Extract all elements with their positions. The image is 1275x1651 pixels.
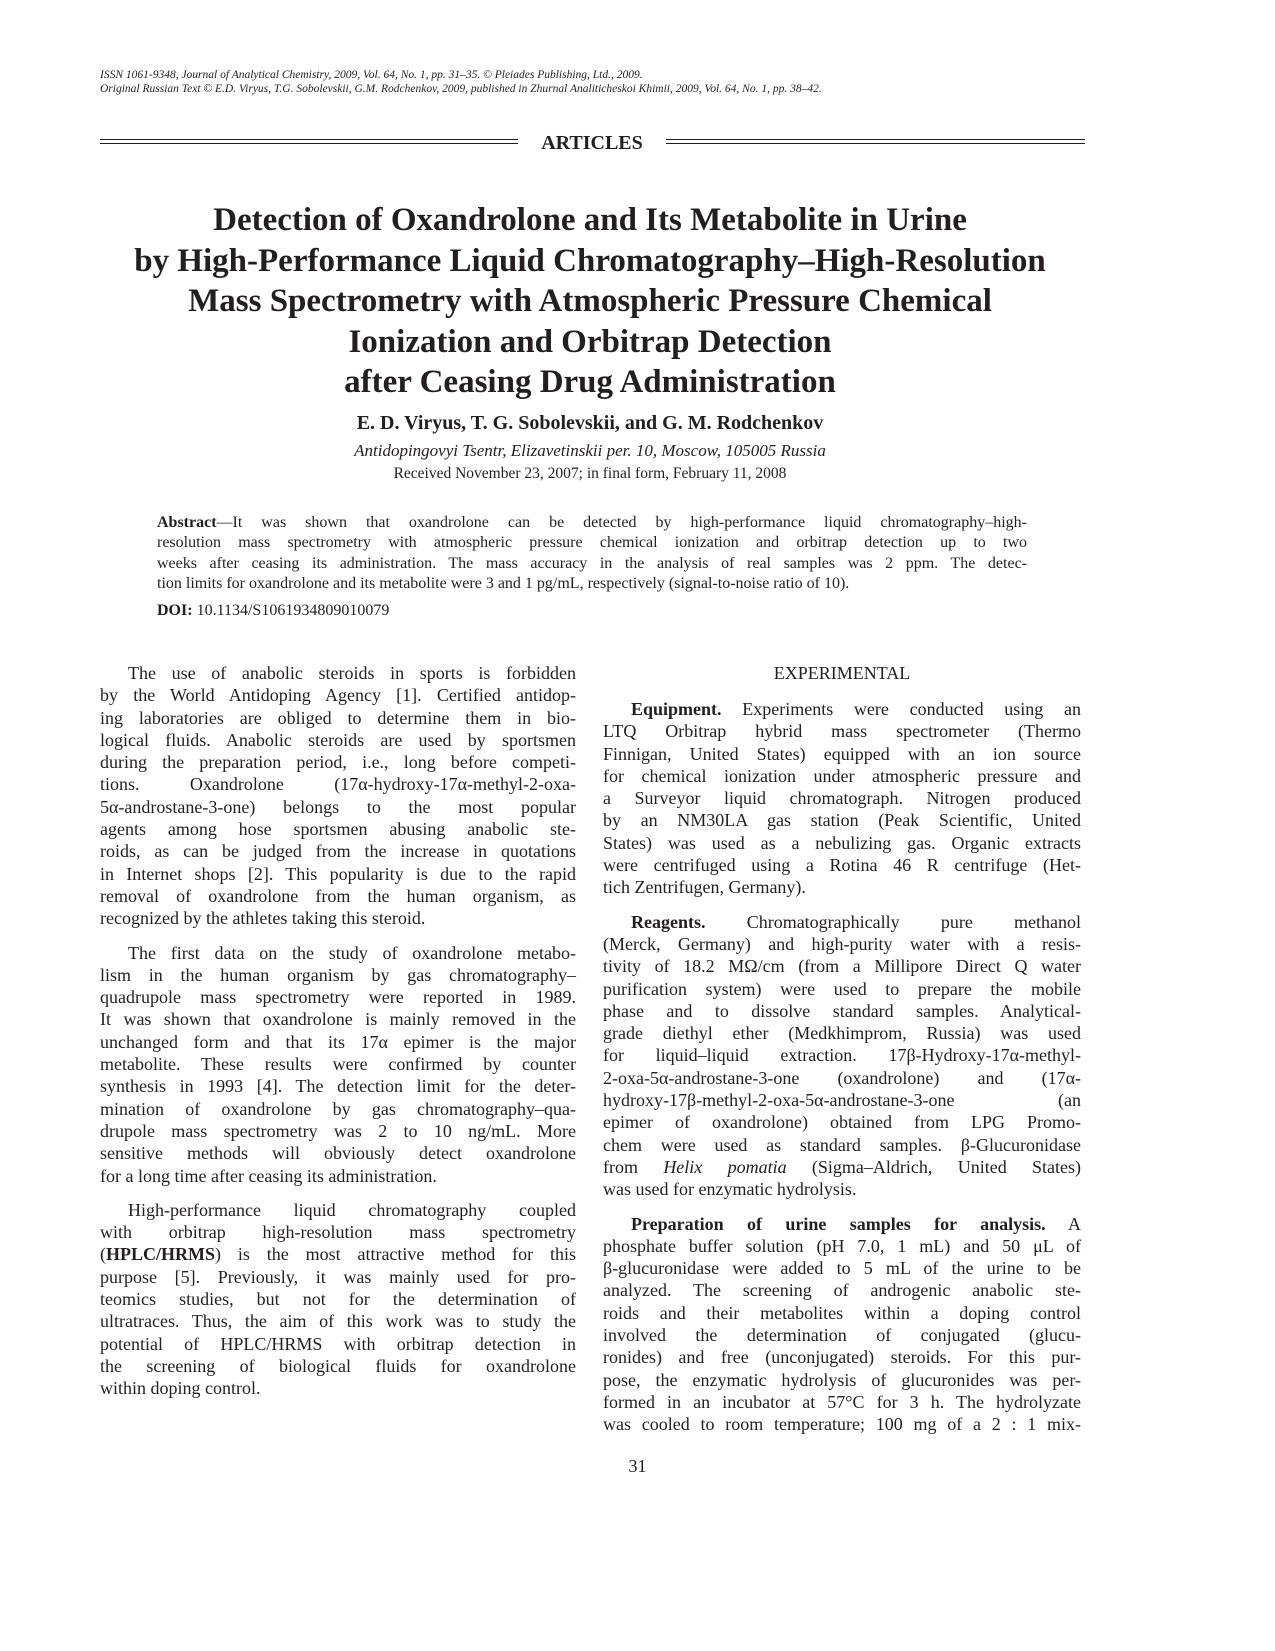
text-line: involved the determination of conjugated (glucu- — [603, 1325, 1081, 1346]
text-line: synthesis in 1993 [4]. The detection limit for the deter- — [100, 1076, 576, 1097]
text-fragment: from — [603, 1156, 664, 1177]
section-rule-right — [666, 139, 1085, 144]
title-line: Detection of Oxandrolone and Its Metabolite in Urine — [213, 202, 967, 238]
abstract-text: —It was shown that oxandrolone can be detected by high-performance liquid chromatography–high- — [216, 514, 1027, 531]
text-line: logical fluids. Anabolic steroids are used by sportsmen — [100, 729, 576, 750]
text-line: metabolite. These results were confirmed by counter — [100, 1054, 576, 1075]
text-line: chem were used as standard samples. β-Glucuronidase — [603, 1134, 1081, 1155]
text-line: recognized by the athletes taking this steroid. — [100, 908, 426, 929]
text-line: phosphate buffer solution (pH 7.0, 1 mL) and 50 μL of — [603, 1235, 1081, 1256]
run-in-heading: Preparation of urine samples for analysis. — [631, 1213, 1046, 1234]
text-line: LTQ Orbitrap hybrid mass spectrometer (Thermo — [603, 721, 1081, 742]
text-line: grade diethyl ether (Medkhimprom, Russia) was used — [603, 1023, 1081, 1044]
authors: E. D. Viryus, T. G. Sobolevskii, and G. M. Rodchenkov — [356, 412, 824, 434]
text-line: epimer of oxandrolone) obtained from LPG Promo- — [603, 1112, 1081, 1133]
text-line — [100, 1243, 576, 1265]
text-line: It was shown that oxandrolone is mainly removed in the — [100, 1009, 576, 1030]
text-fragment: (Sigma–Aldrich, United States) — [786, 1156, 1081, 1177]
text-line: phase and to dissolve standard samples. Analytical- — [603, 1000, 1081, 1021]
abstract-label: Abstract — [157, 514, 217, 531]
journal-citation-line: ISSN 1061-9348, Journal of Analytical Chemistry, 2009, Vol. 64, No. 1, pp. 31–35. © Pleiades Publishing, Ltd., 2009. — [100, 69, 643, 81]
left-column — [100, 662, 576, 1412]
right-column — [603, 662, 1081, 1448]
paragraph — [100, 662, 576, 930]
text-line: ultratraces. Thus, the aim of this work was to study the — [100, 1311, 576, 1332]
text-line: teomics studies, but not for the determination of — [100, 1289, 576, 1310]
text-line: roids and their metabolites within a doping control — [603, 1302, 1081, 1323]
title-line: Ionization and Orbitrap Detection — [348, 323, 832, 360]
text-line: purpose [5]. Previously, it was mainly used for pro- — [100, 1266, 576, 1287]
text-line: pose, the enzymatic hydrolysis of glucuronides was per- — [603, 1369, 1081, 1390]
abstract — [157, 513, 1027, 594]
text-line: tich Zentrifugen, Germany). — [603, 877, 806, 898]
text-line: in Internet shops [2]. This popularity is due to the rapid — [100, 863, 576, 884]
text-line: (Merck, Germany) and high-purity water with a resis- — [603, 933, 1081, 954]
text-line: removal of oxandrolone from the human organism, as — [100, 885, 576, 906]
text-line: agents among hose sportsmen abusing anabolic ste- — [100, 819, 576, 840]
text-fragment: ) is the most attractive method for this — [215, 1244, 576, 1265]
original-text-line: Original Russian Text © E.D. Viryus, T.G. Sobolevskii, G.M. Rodchenkov, 2009, published in Zhurnal Analiticheskoi Khimii, 2009, Vol. 64, No. 1, pp. 38–42. — [100, 83, 822, 95]
abstract-line: weeks after ceasing its administration. The mass accuracy in the analysis of real samples was 2 ppm. The detec- — [157, 554, 1027, 572]
text-line — [603, 698, 1081, 720]
text-line: quadrupole mass spectrometry were reported in 1989. — [100, 987, 576, 1008]
text-line: The use of anabolic steroids in sports is forbidden — [128, 663, 576, 683]
paragraph — [603, 911, 1081, 1201]
text-line: for a long time after ceasing its administration. — [100, 1165, 437, 1186]
paragraph — [603, 1213, 1081, 1436]
text-line: a Surveyor liquid chromatograph. Nitrogen produced — [603, 788, 1081, 809]
text-line: roids, as can be judged from the increase in quotations — [100, 841, 576, 862]
abstract-line: resolution mass spectrometry with atmospheric pressure chemical ionization and orbitrap detection up to two — [157, 534, 1027, 552]
title-line: by High-Performance Liquid Chromatography–High-Resolution — [134, 242, 1046, 279]
affiliation: Antidopingovyi Tsentr, Elizavetinskii per. 10, Moscow, 105005 Russia — [354, 441, 826, 460]
section-heading: EXPERIMENTAL — [773, 663, 911, 683]
text-line: tions. Oxandrolone (17α-hydroxy-17α-methyl-2-oxa- — [100, 774, 576, 795]
text-line: by an NM30LA gas station (Peak Scientific, United — [603, 810, 1081, 831]
run-in-heading: Equipment. — [631, 699, 722, 719]
text-line — [603, 1156, 1081, 1178]
text-line: by the World Antidoping Agency [1]. Certified antidop- — [100, 685, 576, 706]
section-bar — [100, 132, 1085, 154]
text-line — [603, 1213, 1081, 1235]
text-line: were centrifuged using a Rotina 46 R centrifuge (Het- — [603, 855, 1081, 876]
text-line: β-glucuronidase were added to 5 mL of the urine to be — [603, 1258, 1081, 1279]
text-line: was cooled to room temperature; 100 mg of a 2 : 1 mix- — [603, 1414, 1081, 1435]
page-number: 31 — [628, 1456, 647, 1476]
received-dates: Received November 23, 2007; in final form, February 11, 2008 — [393, 465, 787, 482]
text-line: sensitive methods will obviously detect oxandrolone — [100, 1143, 576, 1164]
doi-value: 10.1134/S1061934809010079 — [196, 602, 390, 619]
text-line: for liquid–liquid extraction. 17β-Hydroxy-17α-methyl- — [603, 1045, 1081, 1066]
text-line: drupole mass spectrometry was 2 to 10 ng/mL. More — [100, 1120, 576, 1141]
article-title — [90, 200, 1090, 403]
title-line: after Ceasing Drug Administration — [344, 364, 836, 400]
paragraph — [100, 942, 576, 1187]
text-line: purification system) were used to prepare the mobile — [603, 978, 1081, 999]
section-label: ARTICLES — [541, 132, 643, 154]
text-line — [603, 911, 1081, 933]
text-line: tivity of 18.2 MΩ/cm (from a Millipore Direct Q water — [603, 956, 1081, 977]
title-line: Mass Spectrometry with Atmospheric Pressure Chemical — [188, 283, 992, 319]
text-fragment: Experiments were conducted using an — [721, 699, 1081, 719]
text-line: The first data on the study of oxandrolone metabo- — [128, 942, 576, 963]
text-line: 5α-androstane-3-one) belongs to the most popular — [100, 796, 576, 817]
text-line: unchanged form and that its 17α epimer is the major — [100, 1031, 576, 1052]
section-rule-left — [100, 139, 518, 144]
text-line: within doping control. — [100, 1378, 261, 1399]
paragraph — [603, 698, 1081, 899]
text-line: ing laboratories are obliged to determine them in bio- — [100, 707, 576, 728]
species-name: Helix pomatia — [663, 1156, 787, 1177]
text-fragment: Chromatographically pure methanol — [705, 911, 1081, 932]
text-line: during the preparation period, i.e., long before competi- — [100, 752, 576, 773]
text-fragment: ( — [100, 1244, 106, 1265]
paragraph — [100, 1199, 576, 1400]
text-line: lism in the human organism by gas chromatography– — [100, 964, 576, 985]
text-line: was used for enzymatic hydrolysis. — [603, 1179, 857, 1200]
abstract-line: tion limits for oxandrolone and its metabolite were 3 and 1 pg/mL, respectively (signal-to-noise ratio of 10). — [157, 574, 850, 592]
text-line: Finnigan, United States) equipped with an ion source — [603, 743, 1081, 764]
text-line: formed in an incubator at 57°C for 3 h. The hydrolyzate — [603, 1391, 1081, 1412]
abbreviation: HPLC/HRMS — [106, 1244, 216, 1265]
text-line: ronides) and free (unconjugated) steroids. For this pur- — [603, 1347, 1081, 1368]
text-line: States) was used as a nebulizing gas. Organic extracts — [603, 832, 1081, 853]
run-in-heading: Reagents. — [631, 911, 706, 932]
text-fragment: A — [1045, 1213, 1081, 1234]
text-line: potential of HPLC/HRMS with orbitrap detection in — [100, 1333, 576, 1354]
text-line: 2-oxa-5α-androstane-3-one (oxandrolone) and (17α- — [603, 1067, 1081, 1088]
text-line: with orbitrap high-resolution mass spectrometry — [100, 1222, 576, 1243]
text-line: mination of oxandrolone by gas chromatography–qua- — [100, 1098, 576, 1119]
doi — [157, 601, 389, 621]
text-line: hydroxy-17β-methyl-2-oxa-5α-androstane-3-one (an — [603, 1090, 1081, 1111]
doi-label: DOI: — [157, 602, 193, 619]
text-line: analyzed. The screening of androgenic anabolic ste- — [603, 1280, 1081, 1301]
text-line: the screening of biological fluids for oxandrolone — [100, 1355, 576, 1376]
journal-header — [100, 68, 1130, 96]
text-line: High-performance liquid chromatography coupled — [128, 1199, 576, 1220]
abstract-line — [157, 513, 1027, 533]
text-line: for chemical ionization under atmospheric pressure and — [603, 765, 1081, 786]
